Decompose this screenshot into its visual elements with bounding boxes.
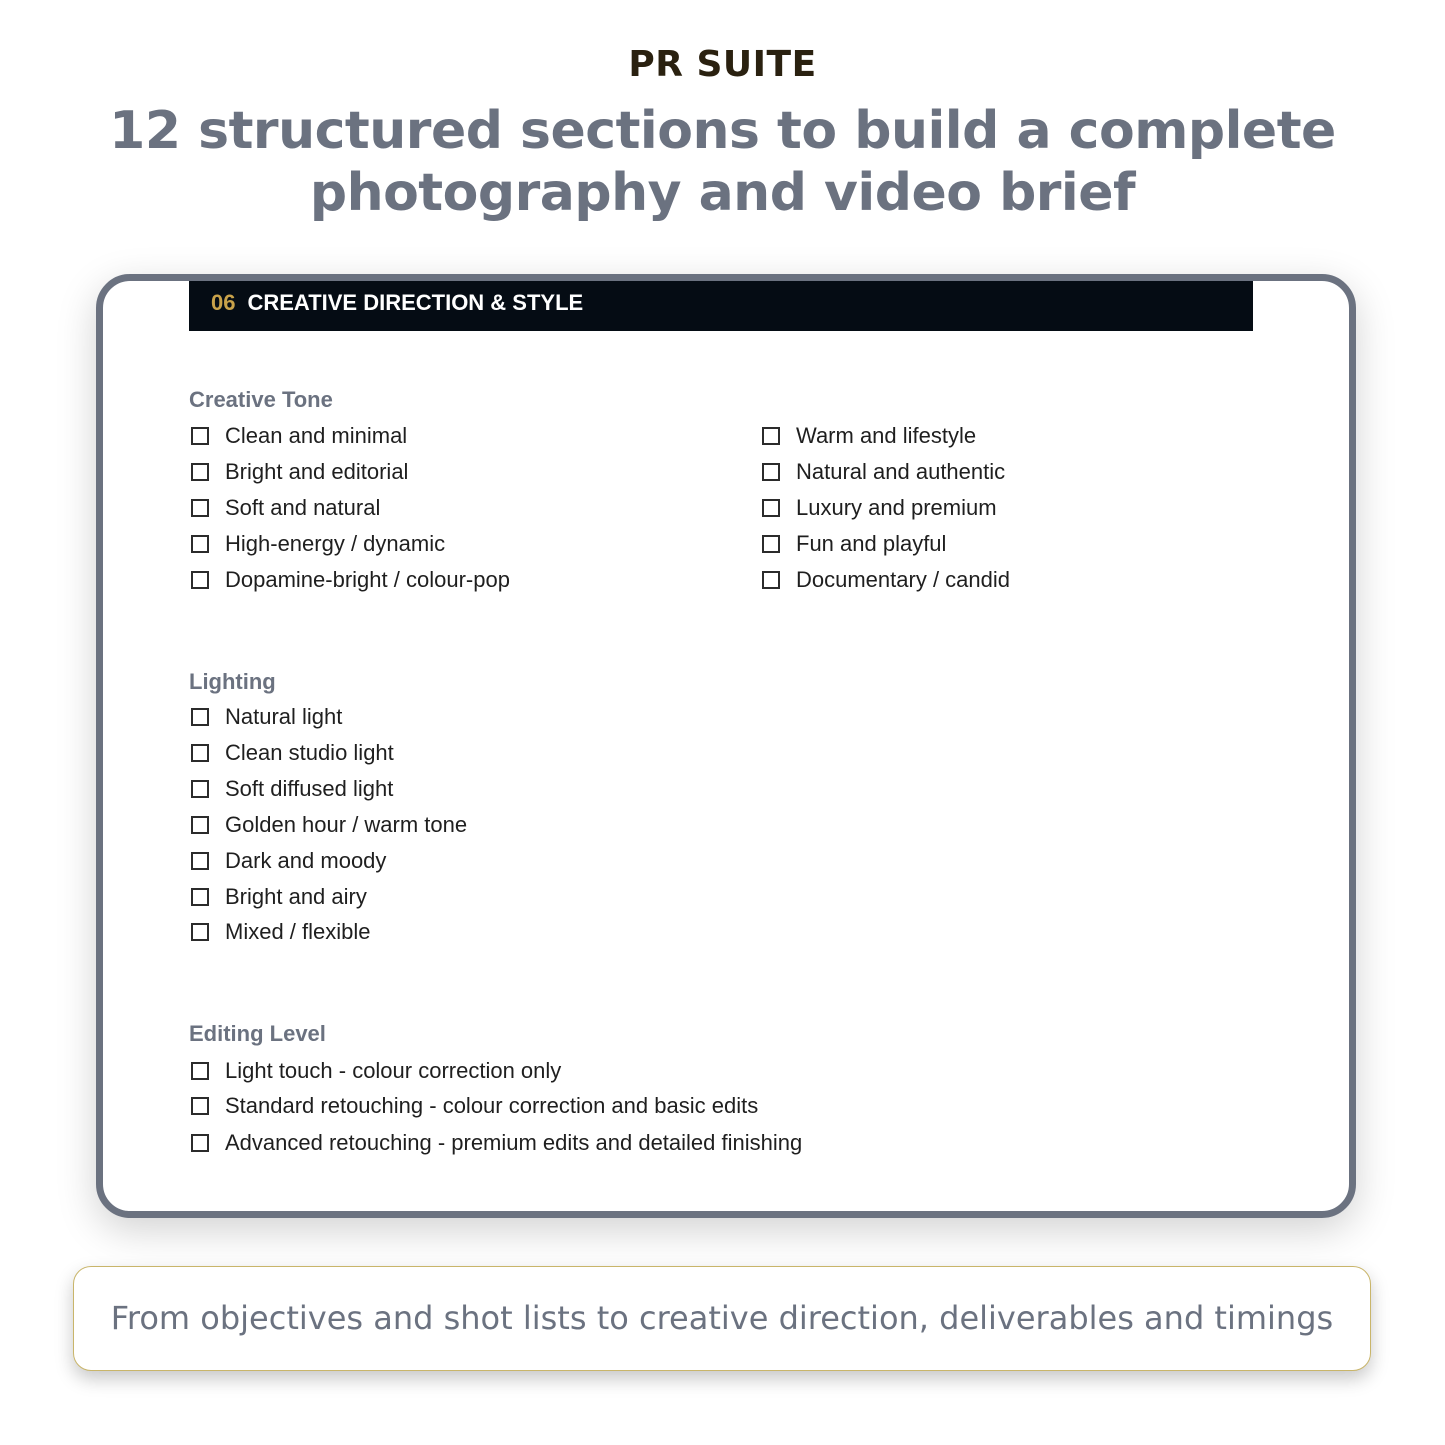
option-label: Clean studio light xyxy=(225,740,394,765)
checkbox-icon[interactable] xyxy=(191,708,209,726)
checkbox-icon[interactable] xyxy=(191,744,209,762)
checkbox-icon[interactable] xyxy=(191,1134,209,1152)
option-label: High-energy / dynamic xyxy=(225,531,446,556)
creative-tone-title: Creative Tone xyxy=(189,387,333,412)
checkbox-icon[interactable] xyxy=(191,816,209,834)
section-header-bar xyxy=(189,281,1253,331)
checkbox-option[interactable] xyxy=(191,810,467,840)
checkbox-option[interactable] xyxy=(762,529,946,559)
option-label: Documentary / candid xyxy=(796,567,1010,592)
checkbox-option[interactable] xyxy=(762,565,1010,595)
checkbox-icon[interactable] xyxy=(191,888,209,906)
checkbox-option[interactable] xyxy=(191,565,510,595)
checkbox-option[interactable] xyxy=(191,457,408,487)
option-label: Luxury and premium xyxy=(796,495,997,520)
option-label: Standard retouching - colour correction and basic edits xyxy=(225,1093,759,1118)
checkbox-icon[interactable] xyxy=(191,571,209,589)
option-label: Natural and authentic xyxy=(796,459,1006,484)
checkbox-option[interactable] xyxy=(191,1056,561,1086)
brand-title: PR SUITE xyxy=(628,44,817,85)
editing-level-title: Editing Level xyxy=(189,1021,326,1046)
checkbox-icon[interactable] xyxy=(191,499,209,517)
checkbox-icon[interactable] xyxy=(191,780,209,798)
checkbox-icon[interactable] xyxy=(762,463,780,481)
checkbox-option[interactable] xyxy=(191,493,380,523)
checkbox-icon[interactable] xyxy=(191,463,209,481)
checkbox-option[interactable] xyxy=(191,529,445,559)
checkbox-icon[interactable] xyxy=(191,1062,209,1080)
section-number: 06 xyxy=(211,290,236,315)
checkbox-option[interactable] xyxy=(762,457,1005,487)
checkbox-icon[interactable] xyxy=(762,535,780,553)
checkbox-icon[interactable] xyxy=(191,535,209,553)
option-label: Golden hour / warm tone xyxy=(225,812,468,837)
option-label: Natural light xyxy=(225,704,343,729)
section-title: CREATIVE DIRECTION & STYLE xyxy=(247,290,584,315)
option-label: Dopamine-bright / colour-pop xyxy=(225,567,510,592)
option-label: Advanced retouching - premium edits and detailed finishing xyxy=(225,1130,803,1155)
checkbox-option[interactable] xyxy=(762,421,976,451)
checkbox-option[interactable] xyxy=(191,774,393,804)
checkbox-option[interactable] xyxy=(191,702,342,732)
option-label: Bright and editorial xyxy=(225,459,409,484)
option-label: Light touch - colour correction only xyxy=(225,1058,562,1083)
headline xyxy=(60,100,1385,224)
option-label: Soft and natural xyxy=(225,495,381,520)
checkbox-option[interactable] xyxy=(191,917,371,947)
checkbox-option[interactable] xyxy=(762,493,997,523)
checkbox-option[interactable] xyxy=(191,738,394,768)
checkbox-icon[interactable] xyxy=(191,1097,209,1115)
document-preview xyxy=(96,274,1356,1218)
option-label: Warm and lifestyle xyxy=(796,423,977,448)
headline-line-1: 12 structured sections to build a complete xyxy=(109,101,1336,161)
lighting-title: Lighting xyxy=(189,669,276,694)
caption-box xyxy=(73,1266,1371,1371)
option-label: Bright and airy xyxy=(225,884,367,909)
headline-line-2: photography and video brief xyxy=(309,163,1136,223)
checkbox-icon[interactable] xyxy=(191,923,209,941)
checkbox-icon[interactable] xyxy=(762,571,780,589)
checkbox-option[interactable] xyxy=(191,1091,758,1121)
checkbox-icon[interactable] xyxy=(191,427,209,445)
option-label: Fun and playful xyxy=(796,531,947,556)
caption-text: From objectives and shot lists to creative direction, deliverables and timings xyxy=(110,1299,1334,1337)
checkbox-icon[interactable] xyxy=(762,427,780,445)
checkbox-icon[interactable] xyxy=(191,852,209,870)
checkbox-option[interactable] xyxy=(191,882,367,912)
checkbox-option[interactable] xyxy=(191,1128,802,1158)
option-label: Dark and moody xyxy=(225,848,387,873)
option-label: Clean and minimal xyxy=(225,423,408,448)
checkbox-option[interactable] xyxy=(191,846,386,876)
checkbox-option[interactable] xyxy=(191,421,407,451)
option-label: Mixed / flexible xyxy=(225,919,371,944)
option-label: Soft diffused light xyxy=(225,776,394,801)
checkbox-icon[interactable] xyxy=(762,499,780,517)
